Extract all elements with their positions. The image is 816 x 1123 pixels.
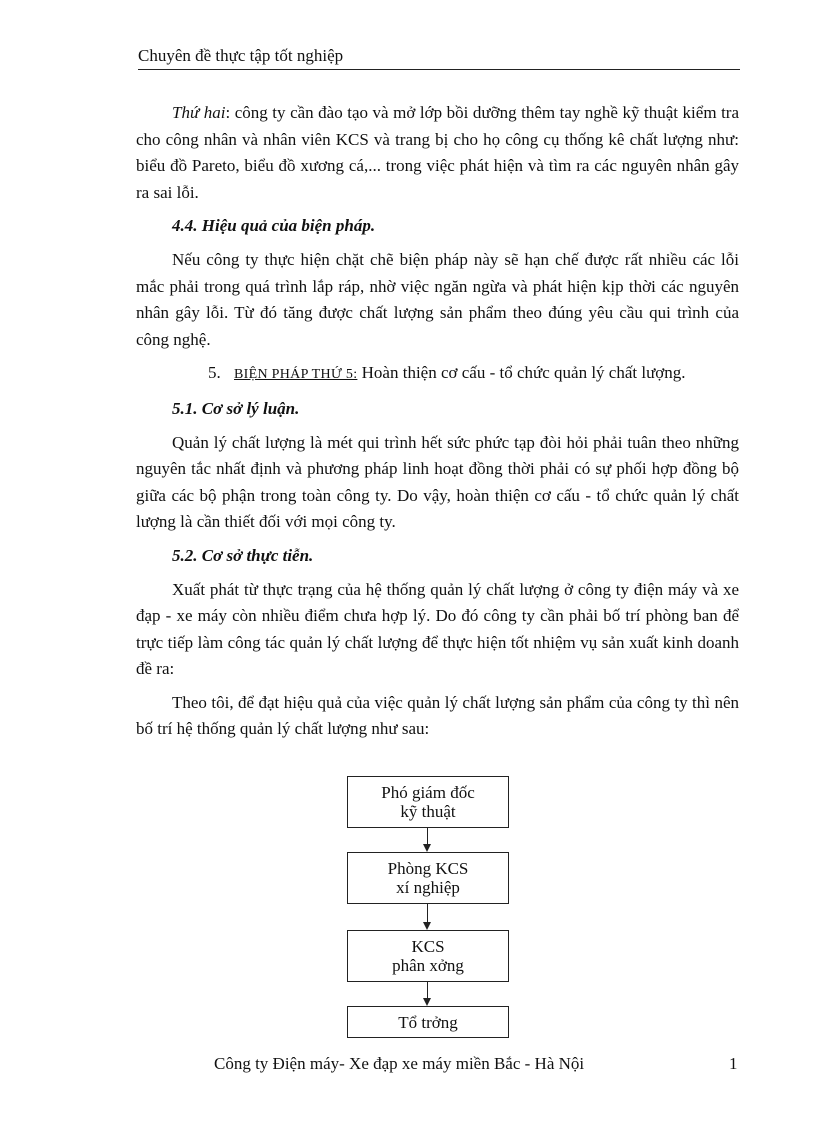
arrow-down-icon bbox=[423, 844, 431, 852]
org-box-label-line1: Tổ trởng bbox=[398, 1012, 458, 1032]
org-box-phong-kcs bbox=[347, 852, 509, 904]
org-connector-line bbox=[427, 827, 428, 844]
paragraph-co-so-thuc-tien: Xuất phát từ thực trạng của hệ thống quản lý chất lượng ở công ty điện máy và xe đạp - xe máy còn nhiều điểm chưa hợp lý. Do đó công ty cần phải bố trí phòng ban để trực tiếp làm công tác quản lý chất lượng để thực hiện tốt nhiệm vụ sản xuất kinh doanh đề ra: bbox=[136, 579, 739, 679]
paragraph-thu-hai bbox=[136, 100, 739, 206]
paragraph-lead-italic: Thứ hai bbox=[172, 103, 226, 122]
org-box-kcs-phan-xong bbox=[347, 930, 509, 982]
paragraph-text: : công ty cần đào tạo và mở lớp bồi dưỡng thêm tay nghề kỹ thuật kiểm tra cho công nhân và nhân viên KCS và trang bị cho họ công cụ thống kê chất lượng như: biểu đồ Pareto, biểu đồ xương cá,... trong việc phát hiện và tìm ra các nguyên nhân gây ra sai lỗi. bbox=[136, 103, 739, 202]
section-heading-5-1: 5.1. Cơ sở lý luận. bbox=[172, 398, 300, 418]
org-box-label-line1: KCS bbox=[411, 937, 445, 956]
paragraph-hieu-qua: Nếu công ty thực hiện chặt chẽ biện pháp này sẽ hạn chế được rất nhiều các lỗi mắc phải trong quá trình lắp ráp, nhờ việc ngăn ngừa và phát hiện kịp thời các nguyên nhân gây lỗi. Từ đó tăng được chất lượng sản phẩm theo đúng yêu cầu qui trình của công nghệ. bbox=[136, 249, 739, 349]
arrow-down-icon bbox=[423, 922, 431, 930]
org-box-label-line2: kỹ thuật bbox=[400, 802, 456, 821]
org-box-label-line1: Phó giám đốc bbox=[381, 783, 475, 802]
org-box-label-line2: phân xởng bbox=[392, 956, 464, 975]
page-number: 1 bbox=[729, 1054, 738, 1073]
measure-title: BIỆN PHÁP THỨ 5: bbox=[234, 367, 358, 383]
page-footer-company: Công ty Điện máy- Xe đạp xe máy miền Bắc - Hà Nội bbox=[214, 1054, 585, 1073]
paragraph-co-so-ly-luan: Quản lý chất lượng là mét qui trình hết sức phức tạp đòi hỏi phải tuân theo những nguyên tắc nhất định và phương pháp linh hoạt đồng thời phải có sự phối hợp đồng bộ giữa các bộ phận trong toàn công ty. Do vậy, hoàn thiện cơ cấu - tổ chức quản lý chất lượng là cần thiết đối với mọi công ty. bbox=[136, 432, 739, 532]
org-connector-line bbox=[427, 981, 428, 998]
org-box-label-line2: xí nghiệp bbox=[396, 878, 460, 897]
org-box-to-truong bbox=[347, 1006, 509, 1038]
org-connector-line bbox=[427, 903, 428, 922]
org-box-pho-giam-doc bbox=[347, 776, 509, 828]
arrow-down-icon bbox=[423, 998, 431, 1006]
section-heading-4-4: 4.4. Hiệu quả của biện pháp. bbox=[172, 216, 376, 236]
paragraph-theo-toi: Theo tôi, để đạt hiệu quả của việc quản lý chất lượng sản phẩm của công ty thì nên bố trí hệ thống quản lý chất lượng như sau: bbox=[136, 692, 739, 739]
org-box-label-line1: Phòng KCS bbox=[387, 859, 469, 878]
section-heading-5-2: 5.2. Cơ sở thực tiễn. bbox=[172, 545, 314, 565]
page-header-title: Chuyên đề thực tập tốt nghiệp bbox=[138, 46, 740, 70]
document-body bbox=[136, 100, 739, 750]
measure-5-heading bbox=[136, 360, 739, 389]
measure-number: 5. bbox=[208, 363, 221, 383]
measure-text: Hoàn thiện cơ cấu - tổ chức quản lý chất lượng. bbox=[357, 363, 686, 383]
